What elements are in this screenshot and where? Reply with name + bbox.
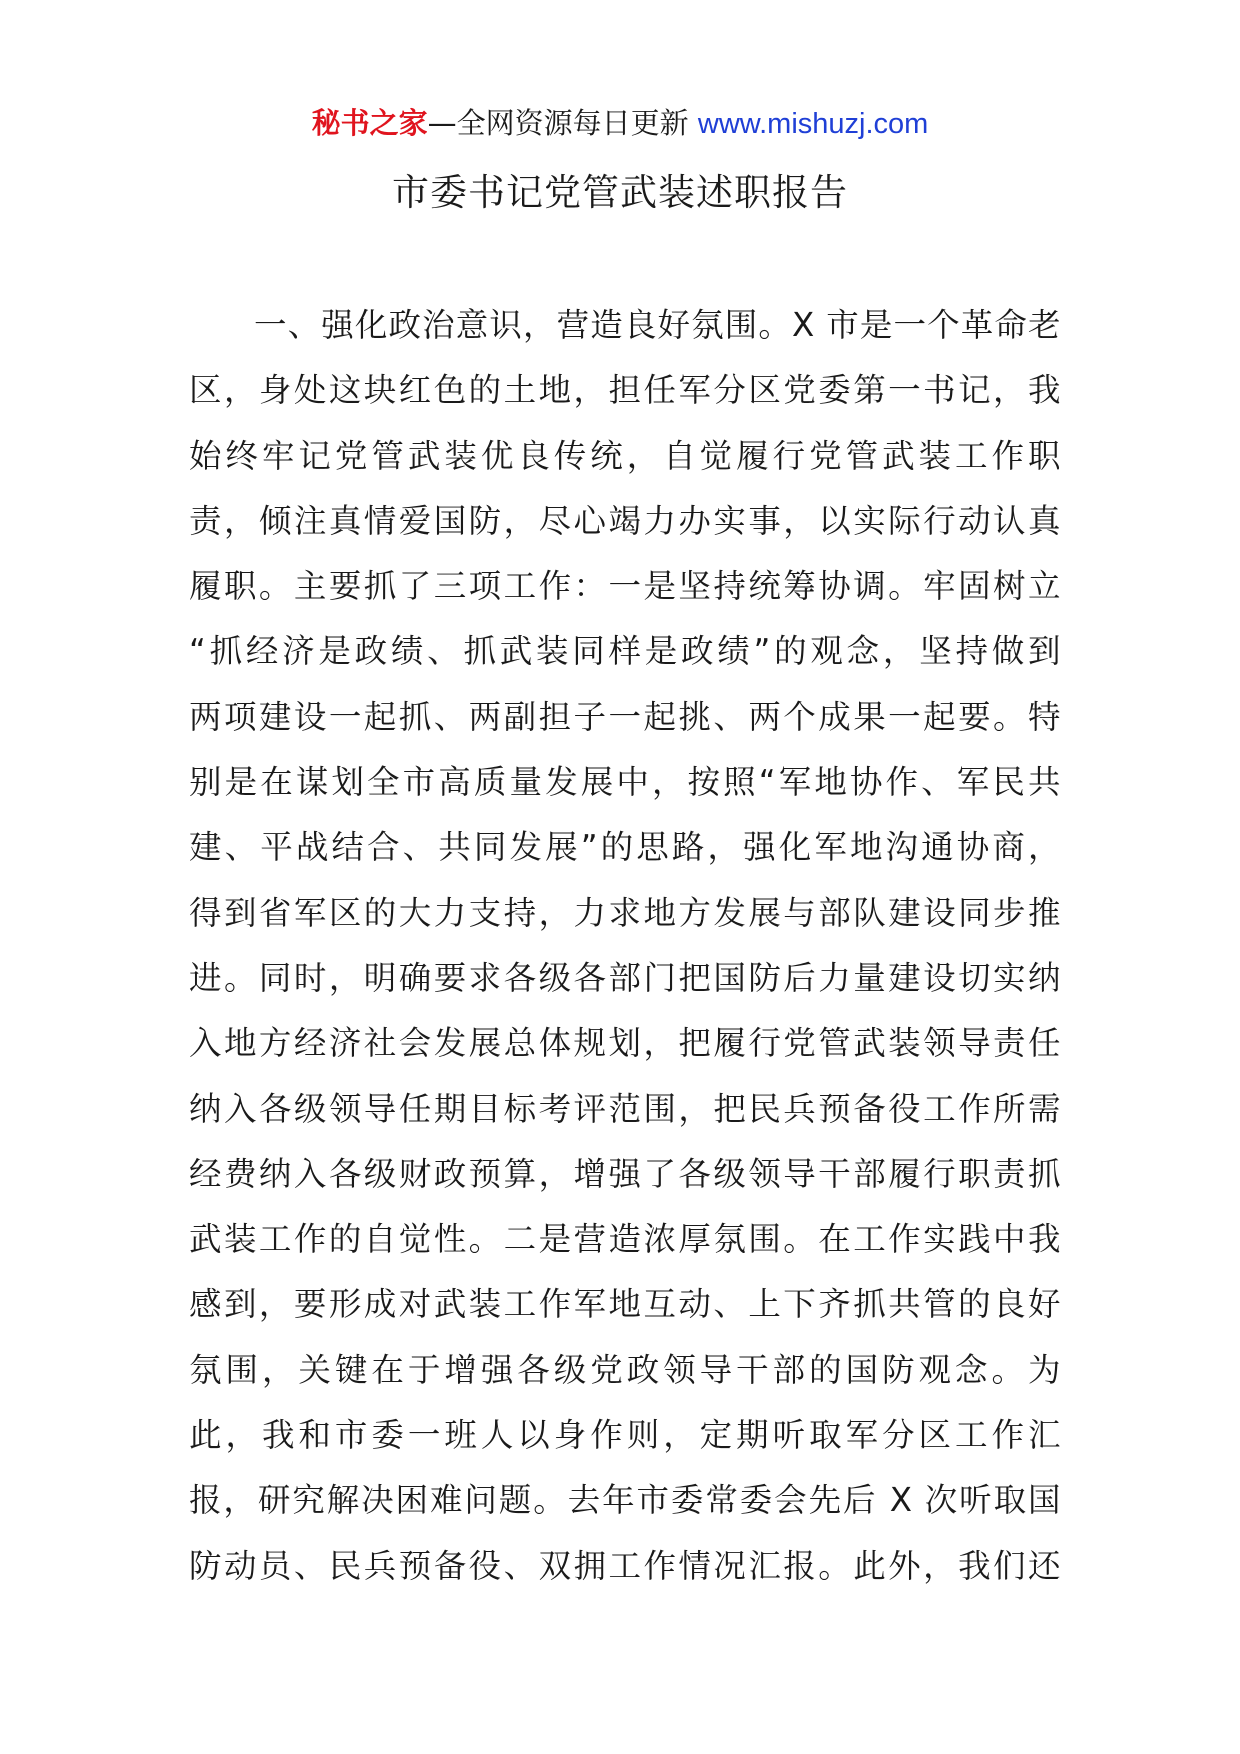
document-title: 市委书记党管武装述职报告 — [392, 171, 848, 214]
body-text-line: 经费纳入各级财政预算，增强了各级领导干部履行职责抓 — [189, 1154, 1061, 1193]
body-text-line: 入地方经济社会发展总体规划，把履行党管武装领导责任 — [189, 1024, 1061, 1063]
header-tagline: —全网资源每日更新 — [427, 106, 698, 140]
body-text-line: 氛围，关键在于增强各级党政领导干部的国防观念。为 — [189, 1350, 1061, 1389]
body-text-line: 纳入各级领导任期目标考评范围，把民兵预备役工作所需 — [189, 1089, 1061, 1128]
body-text-line: 报，研究解决困难问题。去年市委常委会先后 X 次听取国 — [189, 1481, 1061, 1520]
body-text-line: 一、强化政治意识，营造良好氛围。X 市是一个革命老 — [254, 306, 1061, 344]
body-text-line: 防动员、民兵预备役、双拥工作情况汇报。此外，我们还 — [189, 1546, 1061, 1585]
body-text-line: 两项建设一起抓、两副担子一起挑、两个成果一起要。特 — [189, 697, 1061, 736]
body-text-line: 区，身处这块红色的土地，担任军分区党委第一书记，我 — [189, 371, 1061, 410]
body-text-line: 履职。主要抓了三项工作：一是坚持统筹协调。牢固树立 — [189, 567, 1061, 606]
document-body — [189, 293, 1061, 1599]
body-text-line: 责，倾注真情爱国防，尽心竭力办实事，以实际行动认真 — [189, 501, 1061, 540]
body-text-line: 建、平战结合、共同发展”的思路，强化军地沟通协商， — [189, 828, 1061, 867]
body-text-line: 别是在谋划全市高质量发展中，按照“军地协作、军民共 — [189, 763, 1061, 802]
brand-name: 秘书之家 — [311, 106, 428, 140]
body-text-line: 感到，要形成对武装工作军地互动、上下齐抓共管的良好 — [189, 1285, 1061, 1324]
site-header — [0, 100, 1240, 147]
body-text-line: “抓经济是政绩、抓武装同样是政绩”的观念，坚持做到 — [189, 632, 1061, 671]
body-text-line: 武装工作的自觉性。二是营造浓厚氛围。在工作实践中我 — [189, 1220, 1061, 1259]
body-text-line: 始终牢记党管武装优良传统，自觉履行党管武装工作职 — [189, 436, 1061, 475]
body-text-line: 此，我和市委一班人以身作则，定期听取军分区工作汇 — [189, 1416, 1061, 1455]
body-text-line: 得到省军区的大力支持，力求地方发展与部队建设同步推 — [189, 893, 1061, 932]
body-text-line: 进。同时，明确要求各级各部门把国防后力量建设切实纳 — [189, 958, 1061, 997]
site-url-link[interactable]: www.mishuzj.com — [697, 108, 929, 140]
